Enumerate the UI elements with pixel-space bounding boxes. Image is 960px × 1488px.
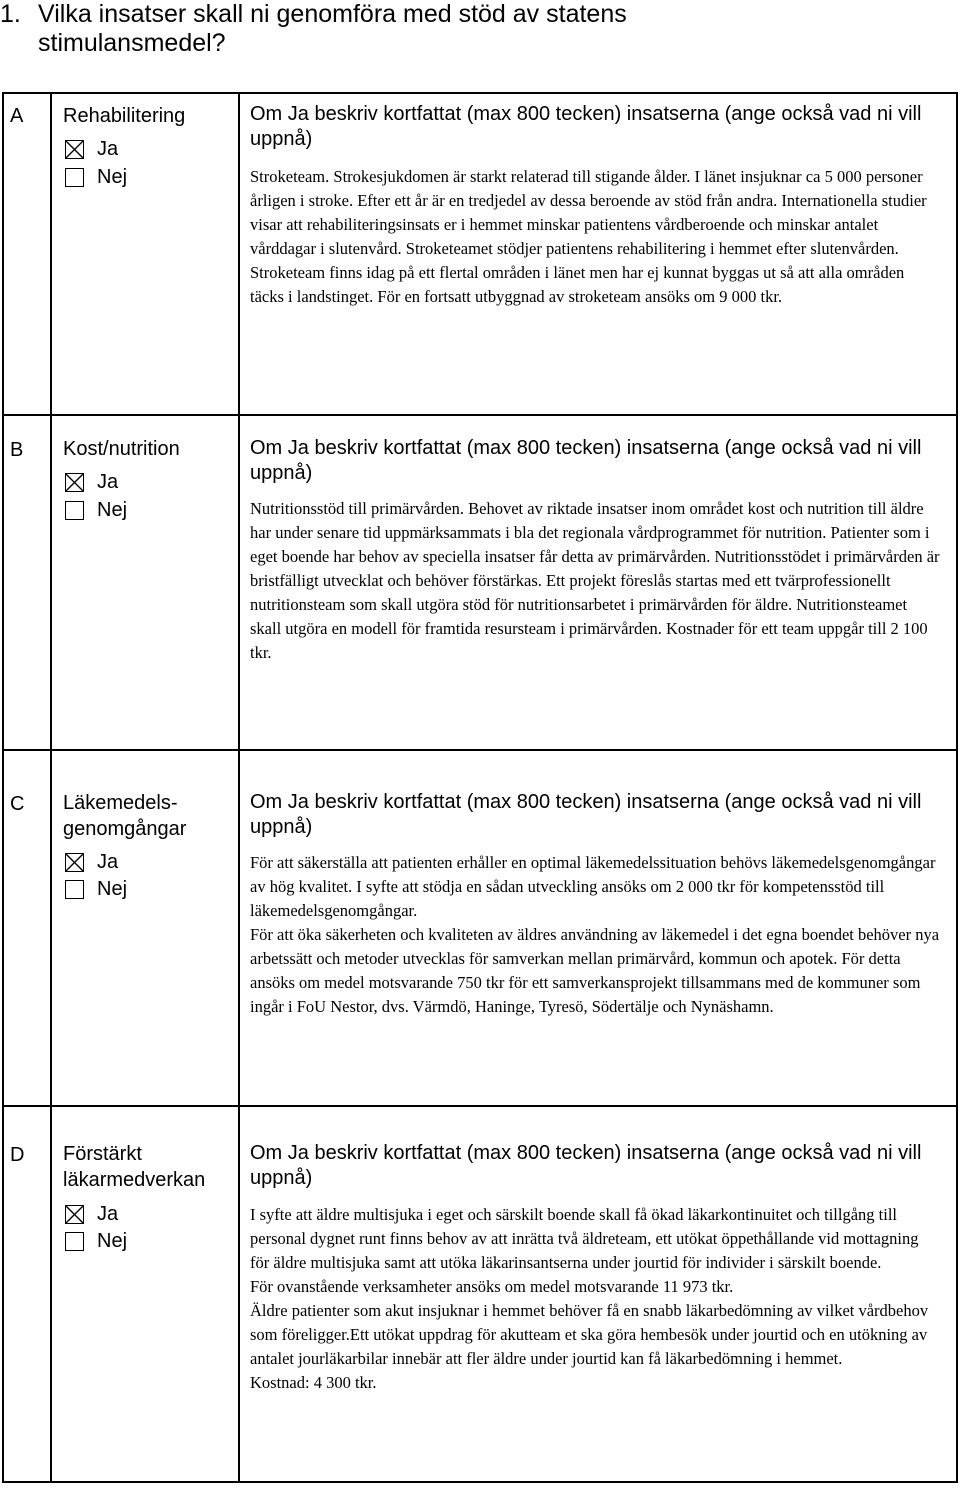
answer-paragraph: Äldre patienter som akut insjuknar i hemmet behöver få en snabb läkarbedömning av vilket vårdbehov som föreligger.Ett utökat uppdrag för akutteam et ska göra hembesök under jourtid och en utökning av antalet jourläkarbilar innebär att fler äldre under jourtid kan få läkarbedömning i hemmet. [250, 1301, 929, 1368]
option-nej[interactable] [65, 498, 127, 522]
option-label: Nej [97, 877, 128, 900]
row-divider-c-d [4, 1105, 956, 1107]
empty-checkbox-icon[interactable] [65, 1232, 84, 1251]
section-letter: D [10, 1144, 25, 1166]
checked-checkbox-icon[interactable] [65, 473, 84, 492]
option-label: Ja [97, 1202, 119, 1225]
option-label: Ja [97, 470, 119, 493]
answer-paragraph: För ovanstående verksamheter ansöks om medel motsvarande 11 973 tkr. [250, 1277, 734, 1296]
description-prompt: Om Ja beskriv kortfattat (max 800 tecken) insatserna (ange också vad ni vill uppnå) [250, 1142, 922, 1189]
answer-paragraph: Stroketeam. Strokesjukdomen är starkt relaterad till stigande ålder. I länet insjuknar ca 5 000 personer årligen i stroke. Efter ett år är en tredjedel av dessa beroende av stöd från andra. Internationella studier visar att rehabiliteringsinsats er i hemmet minskar patientens vårdberoende och minskar antalet vårddagar i slutenvård. Stroketeamet stödjer patientens rehabilitering i hemmet efter slutenvården. Stroketeam finns idag på ett flertal områden i länet men har ej kunnat byggas ut så att alla områden täcks i landstinget. För en fortsatt utbyggnad av stroketeam ansöks om 9 000 tkr. [250, 167, 927, 306]
empty-checkbox-icon[interactable] [65, 168, 84, 187]
option-nej[interactable] [65, 877, 127, 901]
answer-paragraph: För att säkerställa att patienten erhåller en optimal läkemedelssituation behövs läkemedelsgenomgångar av hög kvalitet. I syfte att stödja en sådan utveckling ansöks om 2 000 tkr för kompetensstöd till läkemedelsgenomgångar. [250, 853, 936, 920]
category-label: Rehabilitering [63, 105, 186, 127]
answer-paragraph: I syfte att äldre multisjuka i eget och särskilt boende skall få ökad läkarkontinuitet och tillgång till personal dygnet runt finns behov av att inrätta två äldreteam, ett utökat öppethållande vid mottagning för äldre multisjuka samt att utöka läkarinsantserna under jourtid för individer i särskilt boende. [250, 1205, 919, 1272]
answer-paragraph: Nutritionsstöd till primärvården. Behovet av riktade insatser inom området kost och nutrition till äldre har under senare tid uppmärksammats i bla det regionala vårdprogrammet för nutrition. Patienter som i eget boende har behov av speciella insatser får detta av primärvården. Nutritionsstödet i primärvården är bristfälligt utvecklat och behöver förstärkas. Ett projekt föreslås startas med ett tvärprofessionellt nutritionsteam som skall utgöra stöd för nutritionsarbetet i primärvården för äldre. Nutritionsteamet skall utgöra en modell för framtida resursteam i primärvården. Kostnader för ett team uppgår till 2 100 tkr. [250, 499, 940, 662]
question-number: 1. [0, 0, 21, 28]
answer-paragraph: För att öka säkerheten och kvaliteten av äldres användning av läkemedel i det egna boendet behöver nya arbetssätt och metoder utvecklas för samverkan mellan primärvård, kommun och apotek. För detta ansöks om medel motsvarande 750 tkr för ett samverkansprojekt tillsammans med de kommuner som ingår i FoU Nestor, dvs. Värmdö, Haninge, Tyresö, Södertälje och Nynäshamn. [250, 925, 940, 1016]
option-label: Nej [97, 165, 128, 188]
option-label: Ja [97, 850, 119, 873]
category-label: Kost/nutrition [63, 438, 180, 460]
empty-checkbox-icon[interactable] [65, 880, 84, 899]
description-prompt: Om Ja beskriv kortfattat (max 800 tecken) insatserna (ange också vad ni vill uppnå) [250, 791, 922, 838]
option-ja[interactable] [65, 470, 118, 494]
option-ja[interactable] [65, 850, 118, 874]
category-column-divider [238, 94, 240, 1481]
question-heading [0, 0, 930, 58]
answer-text [250, 165, 940, 309]
question-text-line2: stimulansmedel? [38, 29, 226, 57]
letter-column-divider [50, 94, 52, 1481]
answer-text [250, 851, 940, 1019]
checked-checkbox-icon[interactable] [65, 853, 84, 872]
answer-paragraph: Kostnad: 4 300 tkr. [250, 1373, 377, 1392]
empty-checkbox-icon[interactable] [65, 501, 84, 520]
option-nej[interactable] [65, 1229, 127, 1253]
answer-text [250, 1203, 940, 1395]
option-label: Ja [97, 137, 119, 160]
option-nej[interactable] [65, 165, 127, 189]
row-divider-a-b [4, 414, 956, 416]
description-prompt: Om Ja beskriv kortfattat (max 800 tecken) insatserna (ange också vad ni vill uppnå) [250, 103, 922, 150]
category-label: Förstärkt läkarmedverkan [63, 1143, 206, 1191]
checked-checkbox-icon[interactable] [65, 1205, 84, 1224]
row-divider-b-c [4, 749, 956, 751]
answer-text [250, 497, 940, 665]
section-letter: C [10, 793, 25, 815]
checked-checkbox-icon[interactable] [65, 140, 84, 159]
section-letter: A [10, 105, 24, 127]
question-text-line1: Vilka insatser skall ni genomföra med stöd av statens [38, 0, 627, 28]
description-prompt: Om Ja beskriv kortfattat (max 800 tecken) insatserna (ange också vad ni vill uppnå) [250, 437, 922, 484]
section-letter: B [10, 439, 24, 461]
option-label: Nej [97, 1229, 128, 1252]
option-ja[interactable] [65, 137, 118, 161]
option-ja[interactable] [65, 1202, 118, 1226]
option-label: Nej [97, 498, 128, 521]
category-label: Läkemedels-genomgångar [63, 792, 187, 840]
